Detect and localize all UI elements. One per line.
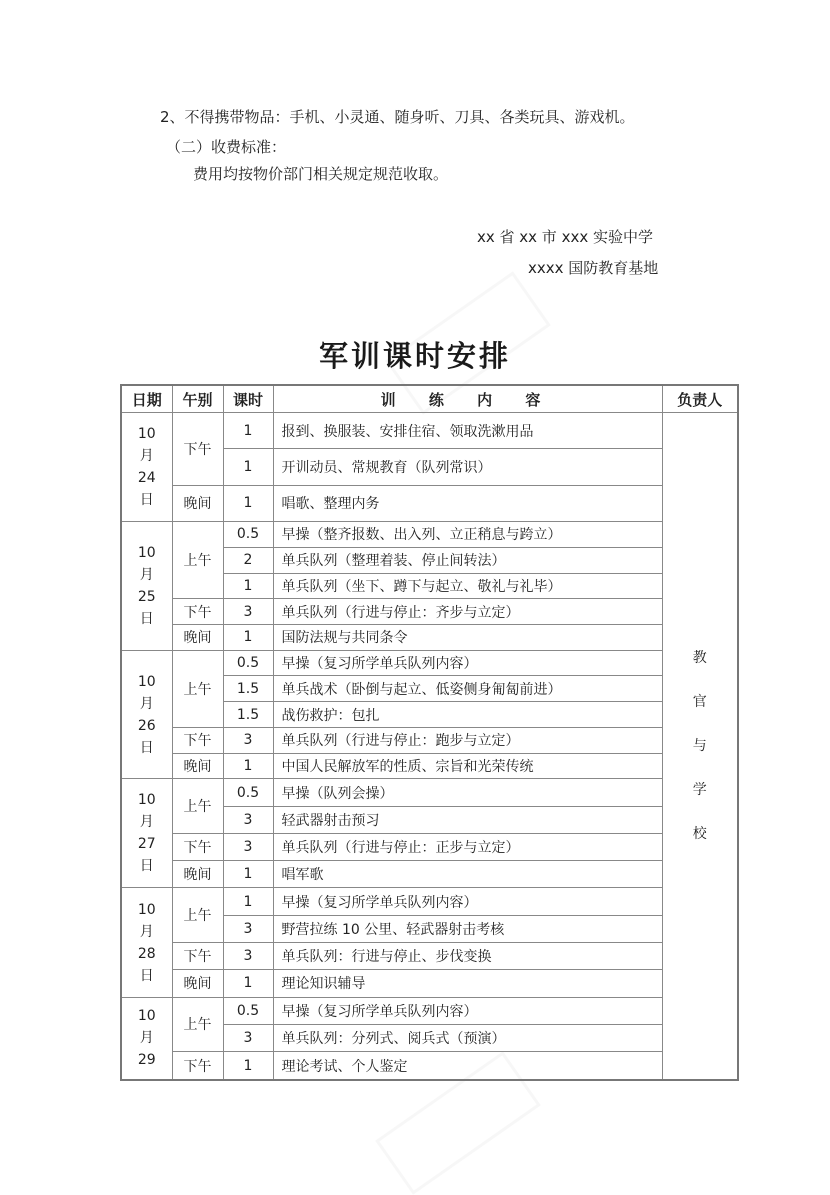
- date-line: 月: [139, 566, 154, 583]
- hours-cell: 3: [223, 727, 273, 753]
- content-cell: 早操（复习所学单兵队列内容）: [273, 997, 662, 1024]
- content-cell: 早操（队列会操）: [273, 779, 662, 806]
- header-content: 训 练 内 容: [273, 385, 662, 413]
- hours-cell: 2: [223, 547, 273, 573]
- signature-school: xx 省 xx 市 xxx 实验中学: [477, 228, 653, 246]
- content-cell: 单兵队列（行进与停止：跑步与立定）: [273, 727, 662, 753]
- date-line: 日: [139, 610, 154, 627]
- table-row: [121, 888, 738, 915]
- date-line: 26: [137, 717, 156, 734]
- date-line: 10: [137, 792, 156, 809]
- date-line: 月: [139, 923, 154, 940]
- period-cell: 下午: [172, 599, 223, 625]
- date-cell: [121, 650, 172, 779]
- content-cell: 开训动员、常规教育（队列常识）: [273, 449, 662, 485]
- date-line: 10: [137, 544, 156, 561]
- date-line: 27: [137, 836, 156, 853]
- responsible-char: 与: [692, 738, 707, 754]
- date-line: 10: [137, 673, 156, 690]
- period-cell: 下午: [172, 413, 223, 486]
- period-cell: 晚间: [172, 970, 223, 997]
- intro-line-2: （二）收费标准：: [166, 138, 287, 156]
- content-cell: 单兵队列（整理着装、停止间转法）: [273, 547, 662, 573]
- hours-cell: 1: [223, 1052, 273, 1080]
- table-row: [121, 522, 738, 548]
- content-cell: 单兵队列：行进与停止、步伐变换: [273, 943, 662, 970]
- responsible-char: 官: [692, 694, 707, 710]
- content-cell: 唱军歌: [273, 861, 662, 888]
- table-row: [121, 599, 738, 625]
- content-cell: 中国人民解放军的性质、宗旨和光荣传统: [273, 753, 662, 779]
- responsible-char: 校: [692, 826, 707, 842]
- header-responsible: 负责人: [662, 385, 738, 413]
- responsible-cell: [662, 413, 738, 1081]
- table-row: [121, 753, 738, 779]
- table-row: [121, 1052, 738, 1080]
- date-line: 10: [137, 426, 156, 443]
- table-row: [121, 625, 738, 651]
- header-hours: 课时: [223, 385, 273, 413]
- date-line: 月: [139, 1030, 154, 1047]
- hours-cell: 0.5: [223, 779, 273, 806]
- period-cell: 下午: [172, 727, 223, 753]
- schedule-body: [121, 413, 738, 1081]
- hours-cell: 1: [223, 753, 273, 779]
- hours-cell: 0.5: [223, 997, 273, 1024]
- hours-cell: 3: [223, 806, 273, 833]
- hours-cell: 0.5: [223, 522, 273, 548]
- content-cell: 早操（整齐报数、出入列、立正稍息与跨立）: [273, 522, 662, 548]
- date-cell: [121, 997, 172, 1080]
- date-line: 29: [137, 1052, 156, 1069]
- schedule-table: [120, 384, 739, 1081]
- date-line: 10: [137, 901, 156, 918]
- table-row: [121, 727, 738, 753]
- table-row: [121, 997, 738, 1024]
- period-cell: 晚间: [172, 753, 223, 779]
- table-header-row: [121, 385, 738, 413]
- hours-cell: 1: [223, 888, 273, 915]
- content-cell: 单兵战术（卧倒与起立、低姿侧身匍匐前进）: [273, 676, 662, 702]
- date-cell: [121, 888, 172, 997]
- date-line: 10: [137, 1008, 156, 1025]
- content-cell: 理论知识辅导: [273, 970, 662, 997]
- hours-cell: 1: [223, 625, 273, 651]
- table-row: [121, 970, 738, 997]
- date-cell: [121, 779, 172, 888]
- signature-base: xxxx 国防教育基地: [528, 259, 659, 277]
- hours-cell: 3: [223, 1024, 273, 1051]
- intro-line-1: 2、不得携带物品：手机、小灵通、随身听、刀具、各类玩具、游戏机。: [160, 108, 635, 126]
- header-period: 午别: [172, 385, 223, 413]
- hours-cell: 1: [223, 413, 273, 449]
- hours-cell: 1.5: [223, 676, 273, 702]
- date-line: 24: [137, 470, 156, 487]
- content-cell: 单兵队列（坐下、蹲下与起立、敬礼与礼毕）: [273, 573, 662, 599]
- table-row: [121, 943, 738, 970]
- hours-cell: 1: [223, 573, 273, 599]
- date-line: 日: [139, 739, 154, 756]
- table-row: [121, 779, 738, 806]
- date-line: 25: [137, 588, 156, 605]
- date-cell: [121, 522, 172, 651]
- responsible-char: 学: [692, 782, 707, 798]
- content-cell: 唱歌、整理内务: [273, 485, 662, 521]
- date-line: 月: [139, 695, 154, 712]
- content-cell: 单兵队列（行进与停止：齐步与立定）: [273, 599, 662, 625]
- content-cell: 报到、换服装、安排住宿、领取洗漱用品: [273, 413, 662, 449]
- hours-cell: 3: [223, 915, 273, 942]
- date-line: 日: [139, 967, 154, 984]
- table-row: [121, 413, 738, 449]
- date-cell: [121, 413, 172, 522]
- content-cell: 理论考试、个人鉴定: [273, 1052, 662, 1080]
- hours-cell: 0.5: [223, 650, 273, 676]
- responsible-char: 教: [692, 650, 707, 666]
- hours-cell: 1: [223, 970, 273, 997]
- period-cell: 上午: [172, 522, 223, 599]
- content-cell: 单兵队列（行进与停止：正步与立定）: [273, 833, 662, 860]
- page-title: 军训课时安排: [318, 339, 511, 373]
- hours-cell: 1: [223, 485, 273, 521]
- date-line: 日: [139, 858, 154, 875]
- content-cell: 单兵队列：分列式、阅兵式（预演）: [273, 1024, 662, 1051]
- period-cell: 晚间: [172, 861, 223, 888]
- period-cell: 晚间: [172, 625, 223, 651]
- period-cell: 下午: [172, 833, 223, 860]
- period-cell: 上午: [172, 779, 223, 834]
- header-date: 日期: [121, 385, 172, 413]
- date-line: 日: [139, 492, 154, 509]
- hours-cell: 1: [223, 861, 273, 888]
- period-cell: 上午: [172, 650, 223, 727]
- period-cell: 晚间: [172, 485, 223, 521]
- date-line: 月: [139, 448, 154, 465]
- period-cell: 下午: [172, 943, 223, 970]
- hours-cell: 3: [223, 833, 273, 860]
- period-cell: 上午: [172, 888, 223, 943]
- table-row: [121, 650, 738, 676]
- table-row: [121, 485, 738, 521]
- table-row: [121, 833, 738, 860]
- content-cell: 国防法规与共同条令: [273, 625, 662, 651]
- content-cell: 轻武器射击预习: [273, 806, 662, 833]
- period-cell: 上午: [172, 997, 223, 1052]
- content-cell: 战伤救护：包扎: [273, 702, 662, 728]
- period-cell: 下午: [172, 1052, 223, 1080]
- hours-cell: 3: [223, 599, 273, 625]
- content-cell: 早操（复习所学单兵队列内容）: [273, 650, 662, 676]
- hours-cell: 3: [223, 943, 273, 970]
- hours-cell: 1.5: [223, 702, 273, 728]
- table-row: [121, 861, 738, 888]
- hours-cell: 1: [223, 449, 273, 485]
- date-line: 28: [137, 945, 156, 962]
- date-line: 月: [139, 814, 154, 831]
- intro-line-3: 费用均按物价部门相关规定规范收取。: [193, 165, 449, 183]
- content-cell: 野营拉练 10 公里、轻武器射击考核: [273, 915, 662, 942]
- content-cell: 早操（复习所学单兵队列内容）: [273, 888, 662, 915]
